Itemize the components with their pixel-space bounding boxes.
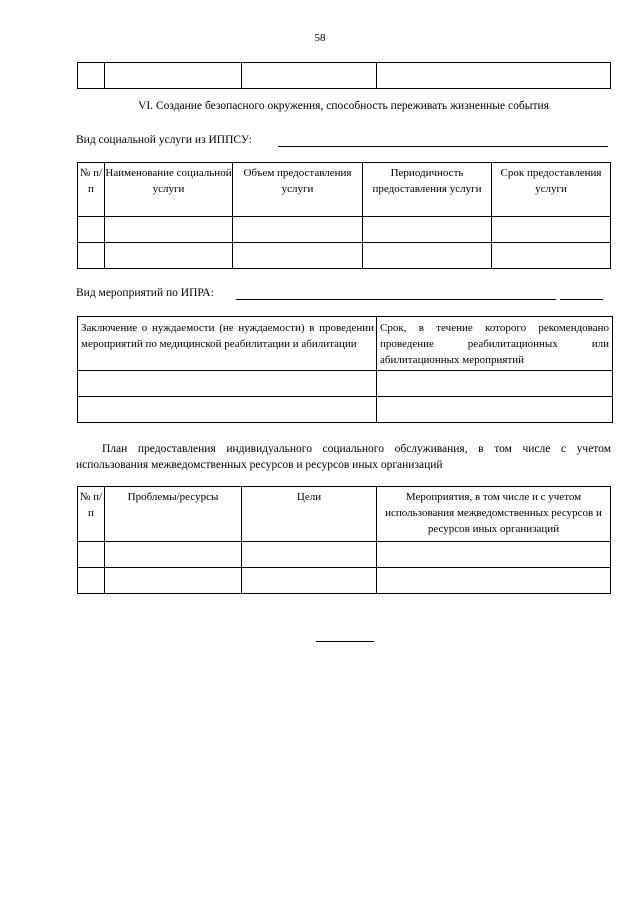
table-header-row	[78, 163, 611, 217]
table-cell[interactable]	[78, 397, 377, 423]
need-conclusion-header: Заключение о нуждаемости (не нуждаемости) в проведении мероприятий по медицинской реабилитации и абилитации	[78, 317, 377, 371]
table-cell[interactable]	[363, 243, 492, 269]
table-cell[interactable]	[78, 371, 377, 397]
col-number-header: № п/п	[78, 487, 105, 542]
table-cell[interactable]	[105, 243, 233, 269]
service-type-label: Вид социальной услуги из ИППСУ:	[76, 134, 252, 146]
table-row	[78, 542, 611, 568]
table-cell[interactable]	[377, 397, 613, 423]
table-cell[interactable]	[377, 542, 611, 568]
page-number: 58	[314, 32, 326, 44]
table-header-row	[78, 487, 611, 542]
table-cell[interactable]	[105, 217, 233, 243]
plan-table	[77, 486, 611, 594]
closing-separator	[316, 641, 374, 642]
recommended-term-header: Срок, в течение которого рекомендовано проведение реабилитационных или абилитационных мероприятий	[377, 317, 613, 371]
col-volume-header: Объем предоставления услуги	[233, 163, 363, 217]
service-type-field[interactable]	[278, 146, 608, 147]
table-cell[interactable]	[78, 568, 105, 594]
col-measures-header: Мероприятия, в том числе и с учетом использования межведомственных ресурсов и ресурсов иных организаций	[377, 487, 611, 542]
table-row	[78, 568, 611, 594]
table-cell[interactable]	[377, 371, 613, 397]
services-table	[77, 162, 611, 269]
table-cell[interactable]	[242, 542, 377, 568]
table-cell[interactable]	[492, 217, 611, 243]
table-row	[78, 243, 611, 269]
table-row	[78, 397, 613, 423]
col-problems-header: Проблемы/ресурсы	[105, 487, 242, 542]
table-row	[78, 217, 611, 243]
ipra-table	[77, 316, 613, 423]
table-cell[interactable]	[242, 568, 377, 594]
col-goals-header: Цели	[242, 487, 377, 542]
table-cell[interactable]	[363, 217, 492, 243]
table-cell[interactable]	[377, 63, 611, 89]
table-row	[78, 371, 613, 397]
table-cell[interactable]	[105, 568, 242, 594]
col-term-header: Срок предоставления услуги	[492, 163, 611, 217]
table-cell[interactable]	[78, 217, 105, 243]
ipra-field[interactable]	[236, 299, 556, 300]
ipra-field-extension[interactable]	[560, 299, 603, 300]
ipra-label: Вид мероприятий по ИПРА:	[76, 287, 214, 299]
table-cell[interactable]	[492, 243, 611, 269]
table-cell[interactable]	[78, 63, 105, 89]
table-cell[interactable]	[78, 243, 105, 269]
continuation-table	[77, 62, 611, 89]
section-heading: VI. Создание безопасного окружения, способность переживать жизненные события	[138, 100, 549, 112]
col-number-header: № п/п	[78, 163, 105, 217]
table-cell[interactable]	[242, 63, 377, 89]
table-cell[interactable]	[105, 63, 242, 89]
table-cell[interactable]	[377, 568, 611, 594]
table-cell[interactable]	[233, 217, 363, 243]
plan-paragraph: План предоставления индивидуального социального обслуживания, в том числе с учетом использования межведомственных ресурсов и ресурсов иных организаций	[76, 443, 611, 471]
col-service-name-header: Наименование социальной услуги	[105, 163, 233, 217]
table-cell[interactable]	[233, 243, 363, 269]
table-header-row	[78, 317, 613, 371]
table-cell[interactable]	[78, 542, 105, 568]
col-frequency-header: Периодичность предоставления услуги	[363, 163, 492, 217]
table-cell[interactable]	[105, 542, 242, 568]
